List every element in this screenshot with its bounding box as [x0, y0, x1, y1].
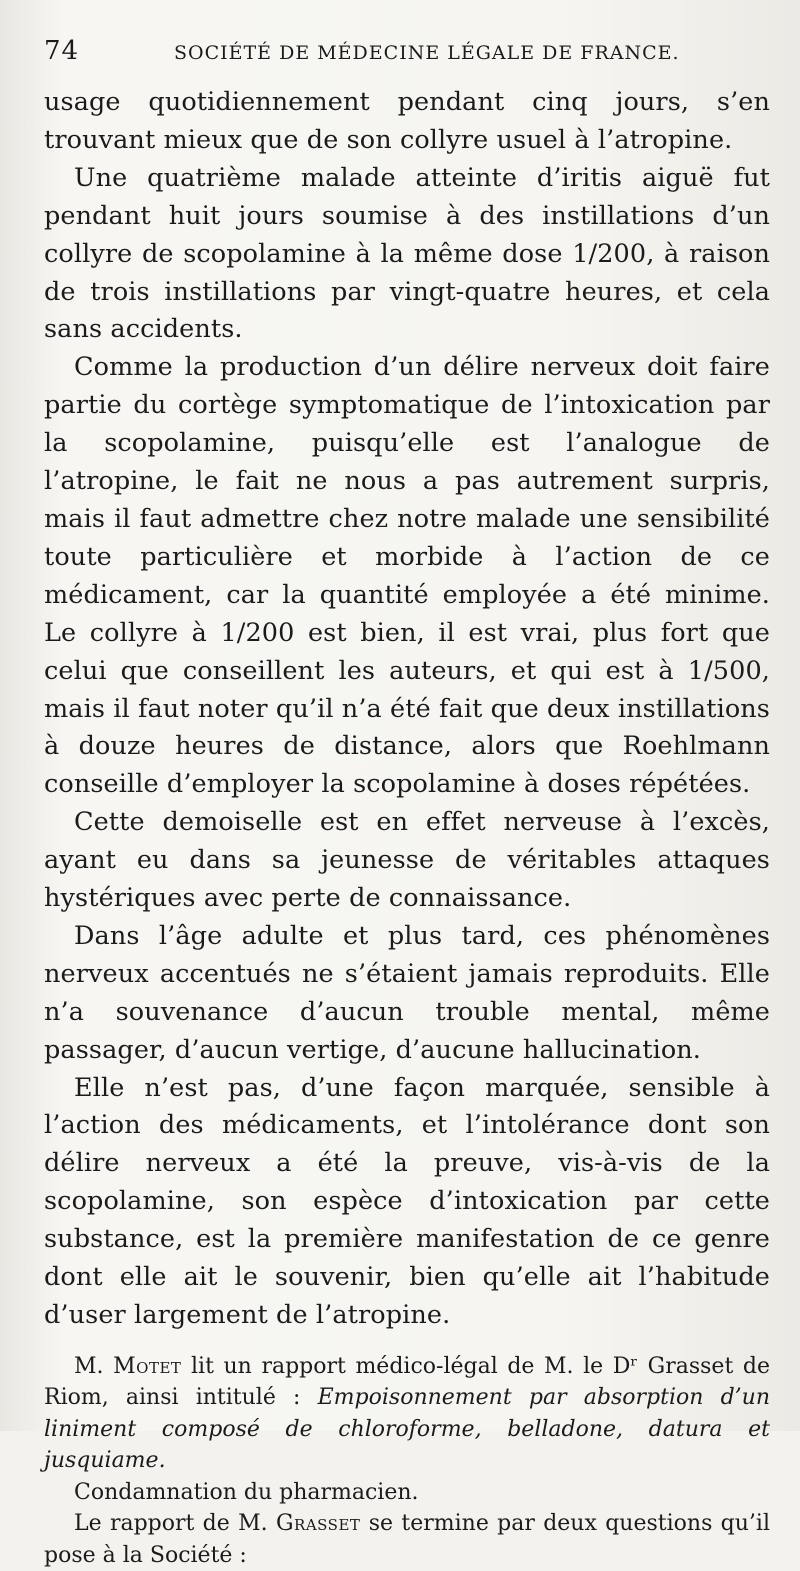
report-paragraph-1 [44, 1351, 770, 1477]
report-title: Empoisonnement par absorption d’un liniment composé de chloroforme, belladone, datura et jusquiame. [44, 1385, 770, 1474]
paragraph-1: usage quotidiennement pendant cinq jours, s’en trouvant mieux que de son collyre usuel à l’atropine. [44, 87, 770, 155]
paragraph-3: Comme la production d’un délire nerveux doit faire partie du cortège symptomatique de l’intoxication par la scopolamine, puisqu’elle est l’analogue de l’atropine, le fait ne nous a pas autrement surpris, mais il faut admettre chez notre malade une sensibilité toute particulière et morbide à l’action de ce médicament, car la quantité employée a été minime. Le collyre à 1/200 est bien, il est vrai, plus fort que celui que conseillent les auteurs, et qui est à 1/500, mais il faut noter qu’il n’a été fait que deux instillations à douze heures de distance, alors que Roehlmann conseille d’employer la scopolamine à doses répétées. [44, 352, 770, 800]
paragraph-6: Elle n’est pas, d’une façon marquée, sensible à l’action des médicaments, et l’intolérance dont son délire nerveux a été la preuve, vis-à-vis de la scopolamine, son espèce d’intoxication par cette substance, est la première manifestation de ce genre dont elle ait le souvenir, bien qu’elle ait l’habitude d’user largement de l’atropine. [44, 1072, 770, 1330]
report-paragraph-3 [44, 1508, 770, 1571]
speaker-name-grasset: Grasset [275, 1511, 361, 1537]
page-header [44, 36, 770, 78]
page-number: 74 [44, 36, 80, 66]
report-1-text: lit un rapport médico-légal de M. le Dʳ Grasset de Riom, ainsi intitulé : [44, 1353, 770, 1411]
running-title: SOCIÉTÉ DE MÉDECINE LÉGALE DE FRANCE. [174, 42, 680, 64]
report-3-text: se termine par deux questions qu’il pose à la Société : [44, 1511, 770, 1568]
speaker-name-motet: Motet [113, 1353, 182, 1379]
report-3-prefix: Le rapport de M. [74, 1511, 268, 1537]
paragraph-5: Dans l’âge adulte et plus tard, ces phénomènes nerveux accentués ne s’étaient jamais reproduits. Elle n’a souvenance d’aucun trouble mental, même passager, d’aucun vertige, d’aucune hallucination. [44, 920, 770, 1065]
report-section [44, 1351, 770, 1571]
paragraph-4: Cette demoiselle est en effet nerveuse à l’excès, ayant eu dans sa jeunesse de véritables attaques hystériques avec perte de connaissance. [44, 807, 770, 914]
paragraph-2: Une quatrième malade atteinte d’iritis aiguë fut pendant huit jours soumise à des instillations d’un collyre de scopolamine à la même dose 1/200, à raison de trois instillations par vingt-quatre heures, et cela sans accidents. [44, 162, 770, 345]
main-text [44, 84, 770, 1335]
report-1-prefix: M. [74, 1353, 104, 1379]
report-paragraph-2: Condamnation du pharmacien. [74, 1479, 419, 1505]
